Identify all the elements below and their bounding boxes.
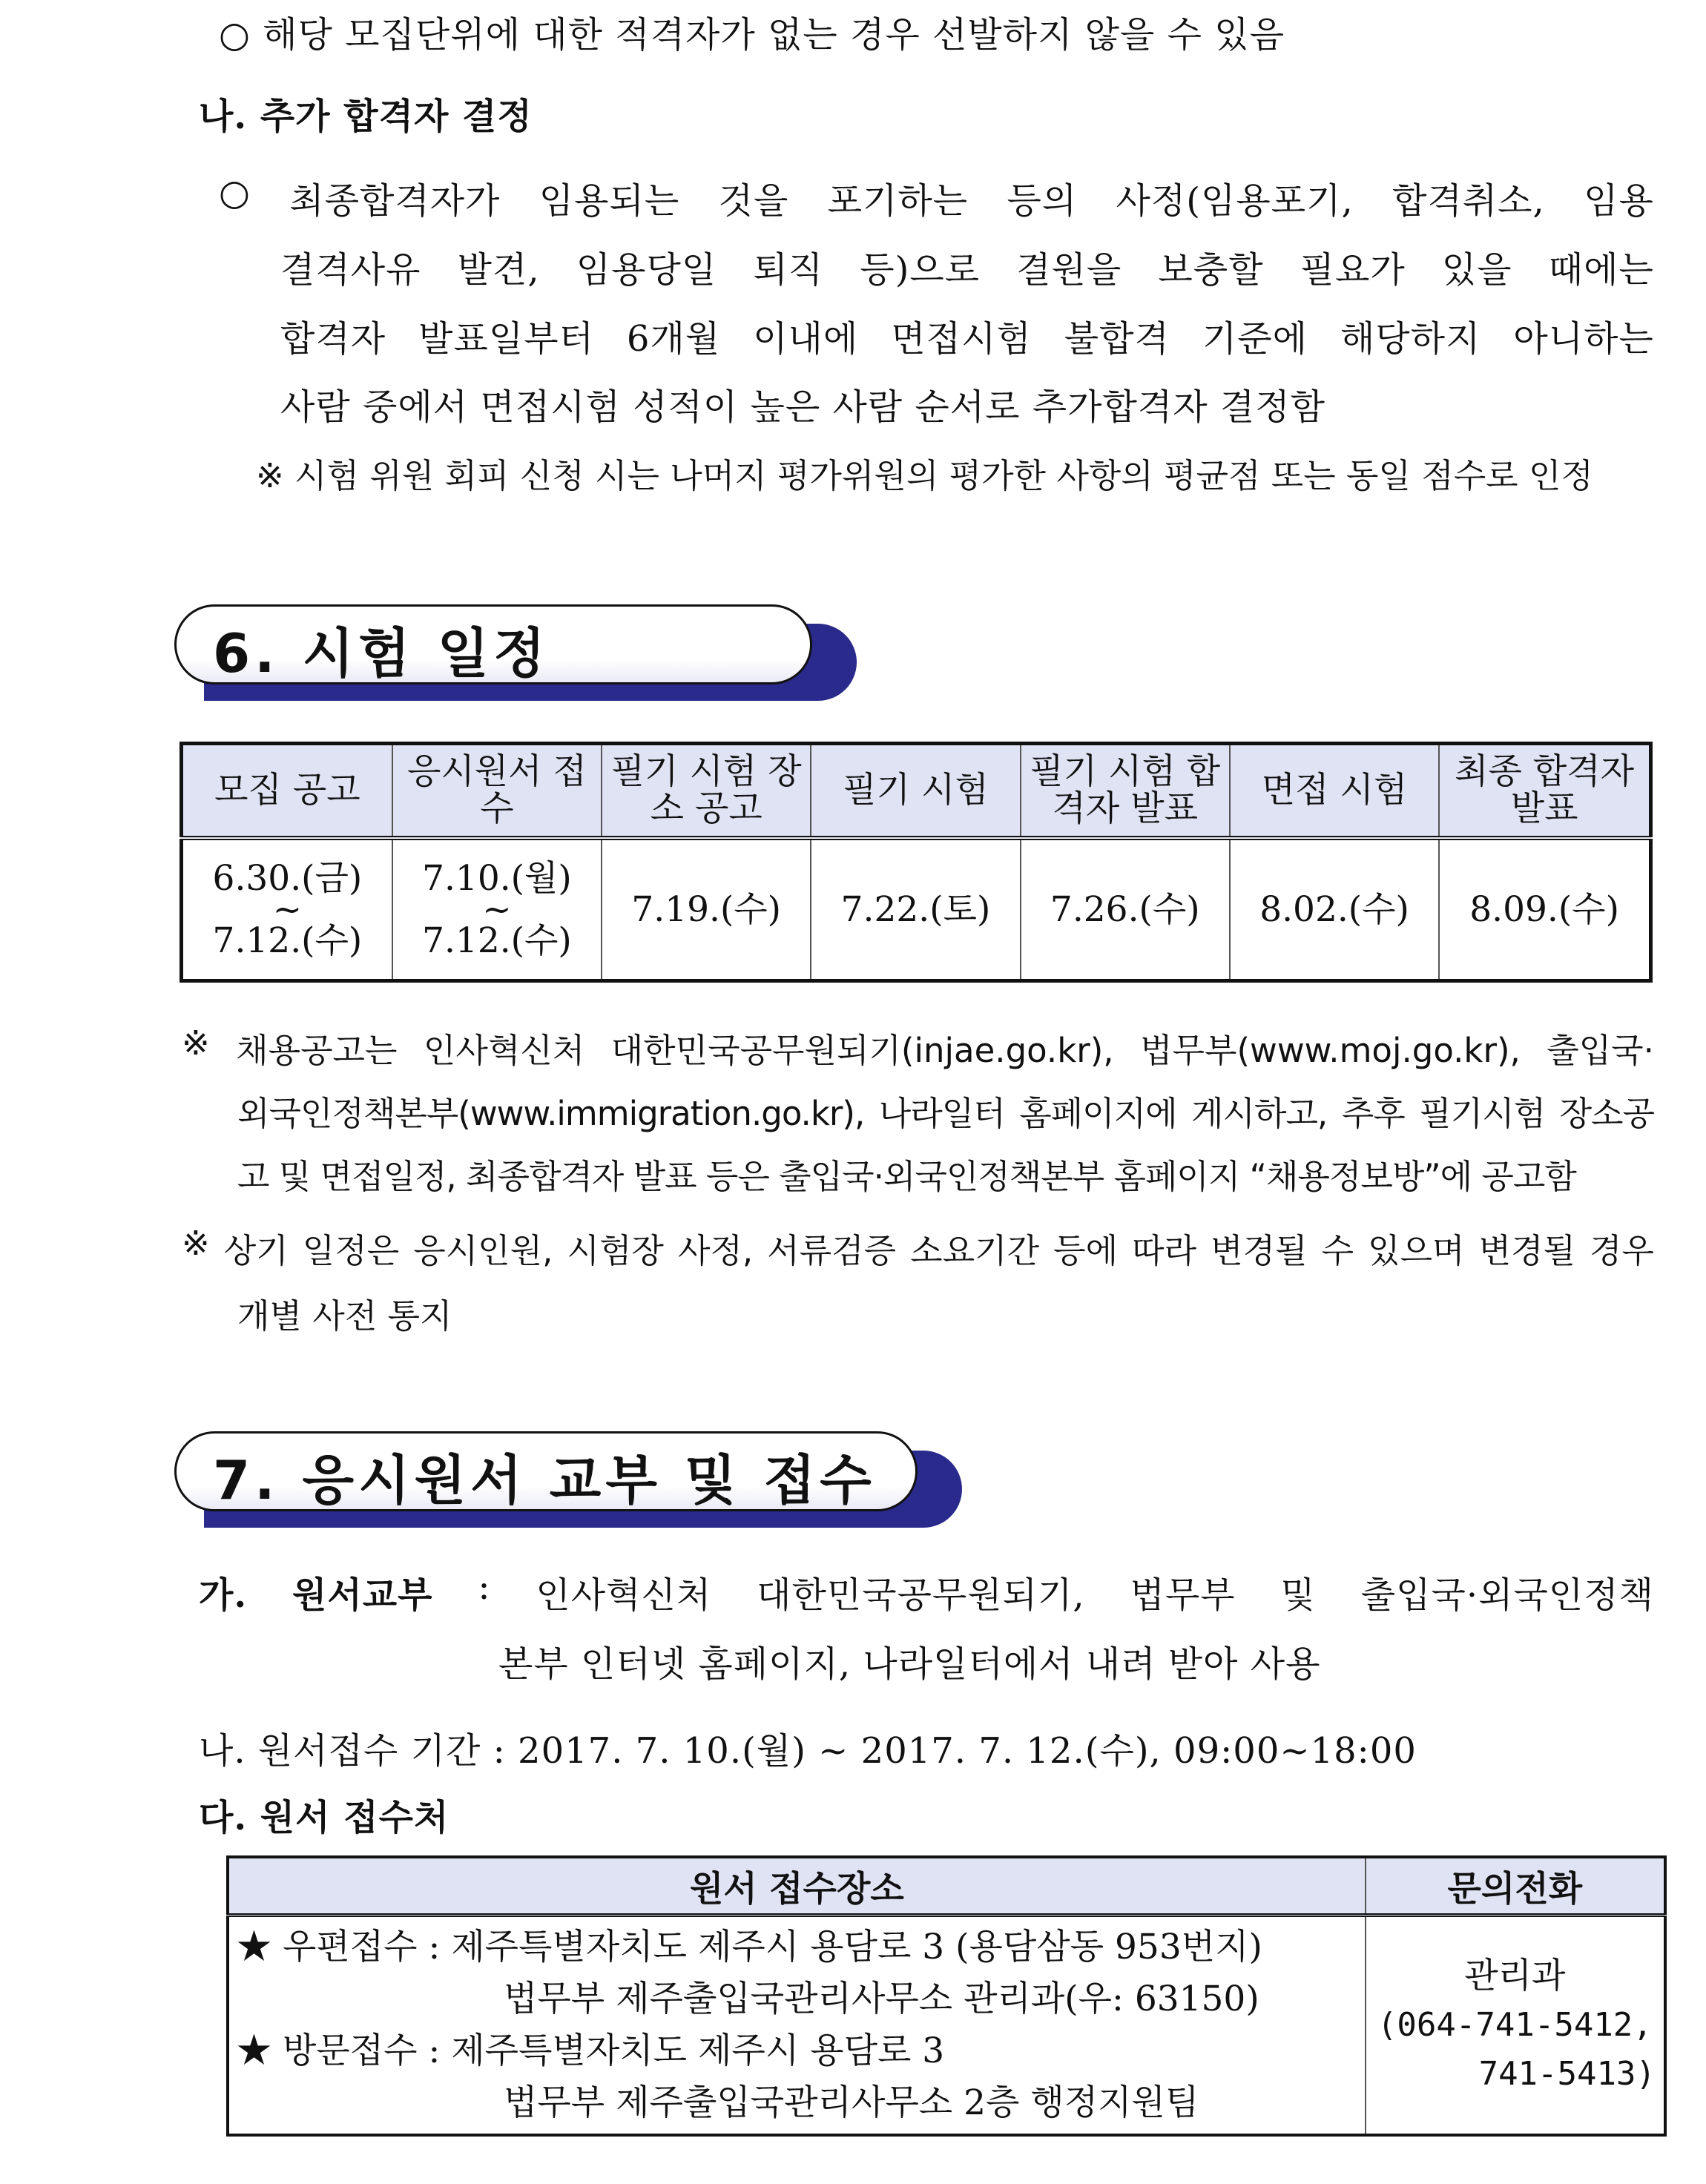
word: 것을 xyxy=(718,180,789,222)
word: 필요가 xyxy=(1300,249,1406,291)
word: 응시인원, xyxy=(413,1231,553,1270)
word: 퇴직 xyxy=(753,249,824,291)
para-line-2 xyxy=(280,241,1654,292)
word: 사정, xyxy=(677,1231,754,1270)
word: 포기하는 xyxy=(827,180,969,222)
col-header-place: 원서 접수장소 xyxy=(228,1857,1366,1916)
date-sep: ~ xyxy=(272,888,303,930)
phone-dept: 관리과 xyxy=(1464,1956,1566,1996)
word: 소요기간 xyxy=(910,1231,1040,1270)
word: 인사혁신처 xyxy=(423,1031,585,1070)
word: 있으며 xyxy=(1368,1231,1465,1270)
word: 인사혁신처 xyxy=(536,1574,712,1616)
word: 때에는 xyxy=(1548,249,1654,291)
word: 장소공 xyxy=(1559,1094,1654,1133)
word: 따라 xyxy=(1132,1231,1197,1270)
label-distribution: 원서교부 xyxy=(292,1574,433,1616)
schedule-table xyxy=(180,742,1653,983)
visit-reception: ★ 방문접수 : 제주특별자치도 제주시 용담로 3 xyxy=(237,2030,945,2071)
word: 등)으로 xyxy=(860,249,981,291)
word: 나라일터 xyxy=(878,1094,1005,1133)
text-line-no-candidate: ○ 해당 모집단위에 대한 적격자가 없는 경우 선발하지 않을 수 있음 xyxy=(219,14,1285,56)
word: 최종합격자가 xyxy=(289,180,501,222)
col-header-final-result: 최종 합격자 발표 xyxy=(1439,744,1650,839)
date-start: 7.10.(월) xyxy=(422,857,572,899)
word: 해당하지 xyxy=(1340,318,1481,360)
para-line-1 xyxy=(219,172,1654,223)
date-sep: ~ xyxy=(482,888,512,930)
word: 추후 xyxy=(1341,1094,1405,1133)
cell-final-result: 8.09.(수) xyxy=(1439,838,1650,981)
word: 사정(임용포기, xyxy=(1116,180,1354,222)
note-schedule-change-line-1 xyxy=(182,1224,1654,1272)
word: 결원을 xyxy=(1016,249,1122,291)
word: 임용 xyxy=(1584,180,1654,222)
section-6-header xyxy=(174,604,916,701)
word: 일정은 xyxy=(302,1231,400,1270)
para-line-4: 사람 중에서 면접시험 성적이 높은 사람 순서로 추가합격자 결정함 xyxy=(280,386,1326,428)
word: 등에 xyxy=(1053,1231,1119,1270)
word: 보충할 xyxy=(1158,249,1264,291)
date-end: 7.12.(수) xyxy=(422,920,572,961)
date-start: 6.30.(금) xyxy=(212,857,363,899)
word: 변경될 xyxy=(1478,1231,1575,1270)
word: 결격사유 xyxy=(280,249,421,291)
section-7-header xyxy=(174,1431,990,1528)
word: ○ xyxy=(219,172,251,214)
word: 출입국·외국인정책 xyxy=(1360,1574,1654,1616)
note-schedule-change-line-2: 개별 사전 통지 xyxy=(237,1296,452,1336)
mail-reception-office: 법무부 제주출입국관리사무소 관리과(우: 63150) xyxy=(504,1979,1259,2019)
col-header-written-exam: 필기 시험 xyxy=(811,744,1020,839)
contact-phone xyxy=(1366,1916,1665,2136)
word: 있을 xyxy=(1441,249,1512,291)
word: 면접시험 xyxy=(891,318,1032,360)
word: 변경될 xyxy=(1211,1231,1308,1270)
cell-written-venue: 7.19.(수) xyxy=(602,838,811,981)
reception-table xyxy=(226,1855,1667,2137)
note-recruit-line-2 xyxy=(237,1086,1654,1135)
mail-reception: ★ 우편접수 : 제주특별자치도 제주시 용담로 3 (용담삼동 953번지) xyxy=(237,1927,1262,1967)
para-line-3 xyxy=(280,310,1654,361)
col-header-written-result: 필기 시험 합격자 발표 xyxy=(1021,744,1230,839)
label-ga: 가. xyxy=(199,1574,248,1616)
word: 및 xyxy=(1280,1574,1316,1616)
application-place-heading: 다. 원서 접수처 xyxy=(199,1797,449,1838)
word: 수 xyxy=(1321,1231,1354,1270)
word: 대한민국공무원되기, xyxy=(757,1574,1085,1616)
distribution-line-1 xyxy=(199,1566,1654,1617)
word: 서류검증 xyxy=(767,1231,897,1270)
word: 기준에 xyxy=(1202,318,1308,360)
col-header-phone: 문의전화 xyxy=(1366,1857,1665,1916)
word: 법무부(www.moj.go.kr), xyxy=(1140,1031,1521,1070)
word: 홈페이지에 xyxy=(1019,1094,1177,1133)
col-header-interview: 면접 시험 xyxy=(1230,744,1439,839)
word: ※ xyxy=(182,1224,210,1263)
word: ※ xyxy=(182,1023,210,1063)
note-evaluator: ※ 시험 위원 회피 신청 시는 나머지 평가위원의 평가한 사항의 평균점 또는 동일 점수로 인정 xyxy=(256,456,1593,495)
visit-reception-office: 법무부 제주출입국관리사무소 2층 행정지원팀 xyxy=(504,2082,1199,2123)
word: 임용당일 xyxy=(576,249,717,291)
word: 6개월 xyxy=(626,318,721,360)
note-recruit-line-3: 고 및 면접일정, 최종합격자 발표 등은 출입국·외국인정책본부 홈페이지 “채용정보방”에 공고함 xyxy=(237,1157,1576,1196)
word: 게시하고, xyxy=(1191,1094,1328,1133)
word: 발견, xyxy=(457,249,540,291)
word: 외국인정책본부(www.immigration.go.kr), xyxy=(237,1094,865,1133)
word: 합격자 xyxy=(280,318,386,360)
word: 필기시험 xyxy=(1419,1094,1546,1133)
phone-number-1: (064-741-5412, xyxy=(1377,2006,1653,2044)
phone-number-2: 741-5413) xyxy=(1478,2055,1656,2093)
word: 대한민국공무원되기(injae.go.kr), xyxy=(610,1031,1114,1070)
reception-places xyxy=(228,1916,1366,2136)
col-header-written-venue: 필기 시험 장소 공고 xyxy=(602,744,811,839)
cell-recruit-notice xyxy=(182,838,392,981)
note-recruit-line-1 xyxy=(182,1023,1654,1072)
distribution-line-2: 본부 인터넷 홈페이지, 나라일터에서 내려 받아 사용 xyxy=(498,1643,1321,1685)
word: 채용공고는 xyxy=(236,1031,398,1070)
colon: : xyxy=(478,1566,491,1608)
section-7-title: 7. 응시원서 교부 및 접수 xyxy=(213,1449,876,1511)
heading-additional-pass: 나. 추가 합격자 결정 xyxy=(199,96,533,137)
word: 이내에 xyxy=(753,318,859,360)
word: 법무부 xyxy=(1130,1574,1236,1616)
word: 합격취소, xyxy=(1392,180,1545,222)
word: 등의 xyxy=(1007,180,1078,222)
cell-application xyxy=(392,838,602,981)
word: 출입국· xyxy=(1547,1031,1654,1070)
application-period: 나. 원서접수 기간 : 2017. 7. 10.(월) ~ 2017. 7. 12.(수), 09:00~18:00 xyxy=(199,1730,1417,1772)
cell-written-exam: 7.22.(토) xyxy=(811,838,1020,981)
col-header-recruit-notice: 모집 공고 xyxy=(182,744,392,839)
word: 임용되는 xyxy=(539,180,680,222)
word: 아니하는 xyxy=(1513,318,1654,360)
cell-interview: 8.02.(수) xyxy=(1230,838,1439,981)
col-header-application: 응시원서 접수 xyxy=(392,744,602,839)
word: 발표일부터 xyxy=(418,318,594,360)
date-end: 7.12.(수) xyxy=(212,920,363,961)
section-6-title: 6. 시험 일정 xyxy=(213,622,550,684)
word: 불합격 xyxy=(1064,318,1170,360)
word: 시험장 xyxy=(567,1231,664,1270)
word: 경우 xyxy=(1590,1231,1654,1270)
cell-written-result: 7.26.(수) xyxy=(1021,838,1230,981)
word: 상기 xyxy=(223,1231,289,1270)
